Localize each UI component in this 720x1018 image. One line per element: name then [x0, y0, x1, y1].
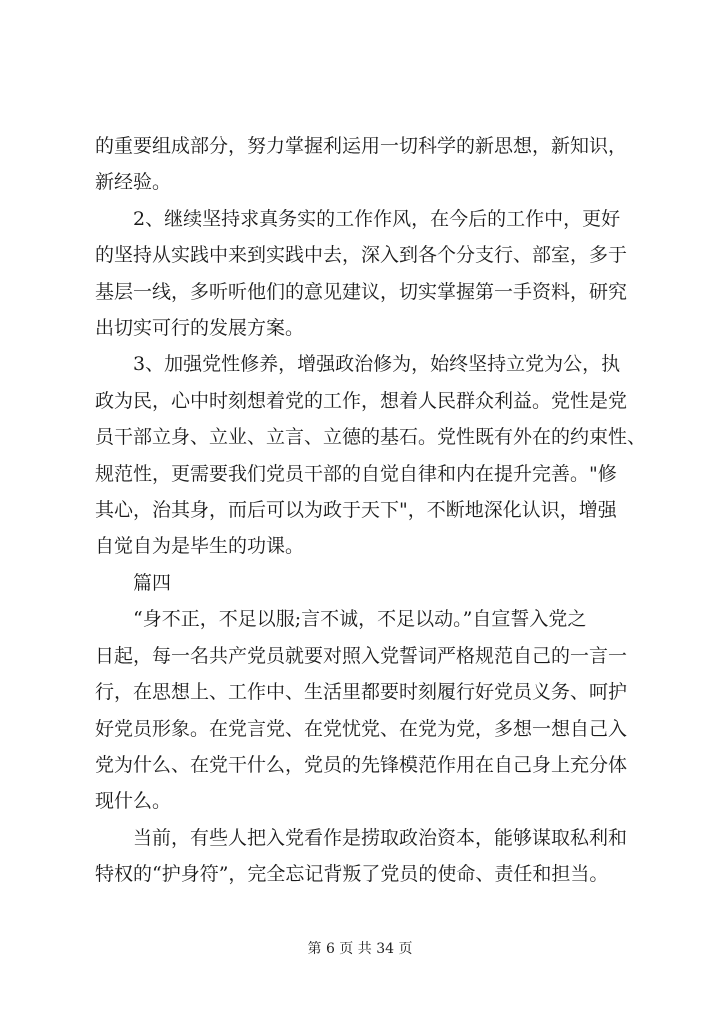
page-footer: 第 6 页 共 34 页 — [307, 941, 413, 957]
text-line: 日起，每一名共产党员就要对照入党誓词严格规范自己的一言一 — [95, 644, 628, 667]
text-line: 出切实可行的发展方案。 — [95, 317, 305, 340]
text-line: 行，在思想上、工作中、生活里都要时刻履行好党员义务、呵护 — [95, 681, 628, 704]
section-heading-text: 篇四 — [133, 571, 172, 594]
text-line: 现什么。 — [95, 790, 172, 813]
text-line: 的坚持从实践中来到实践中去，深入到各个分支行、部室，多于 — [95, 244, 628, 267]
text-line: 其心，治其身，而后可以为政于天下"，不断地深化认识，增强 — [95, 499, 617, 522]
text-line: 自觉自为是毕生的功课。 — [95, 535, 305, 558]
text-line: 特权的“护身符”，完全忘记背叛了党员的使命、责任和担当。 — [95, 863, 609, 886]
paragraph-5 — [95, 820, 640, 893]
text-line: 党为什么、在党干什么，党员的先锋模范作用在自己身上充分体 — [95, 753, 628, 776]
text-line: 3、加强党性修养，增强政治修为，始终坚持立党为公，执 — [133, 353, 621, 376]
body-text — [95, 128, 647, 893]
text-line: 规范性，更需要我们党员干部的自觉自律和内在提升完善。"修 — [95, 462, 617, 485]
section-heading — [95, 565, 640, 601]
text-line: 2、继续坚持求真务实的工作作风，在今后的工作中，更好 — [133, 207, 621, 230]
text-line: 基层一线，多听听他们的意见建议，切实掌握第一手资料，研究 — [95, 280, 628, 303]
paragraph-4 — [95, 601, 640, 819]
text-line: 政为民，心中时刻想着党的工作，想着人民群众利益。党性是党 — [95, 389, 628, 412]
text-line: 好党员形象。在党言党、在党忧党、在党为党，多想一想自己入 — [95, 717, 628, 740]
text-line: 员干部立身、立业、立言、立德的基石。党性既有外在的约束性、 — [95, 426, 647, 449]
text-line: 新经验。 — [95, 171, 172, 194]
paragraph-2 — [95, 201, 640, 347]
paragraph-3 — [95, 346, 647, 564]
text-line: 当前，有些人把入党看作是捞取政治资本，能够谋取私利和 — [133, 826, 628, 849]
text-line: 的重要组成部分，努力掌握利运用一切科学的新思想，新知识， — [95, 135, 628, 157]
text-line: “身不正，不足以服;言不诚，不足以动。”自宣誓入党之 — [133, 608, 587, 631]
paragraph-1 — [95, 128, 640, 201]
